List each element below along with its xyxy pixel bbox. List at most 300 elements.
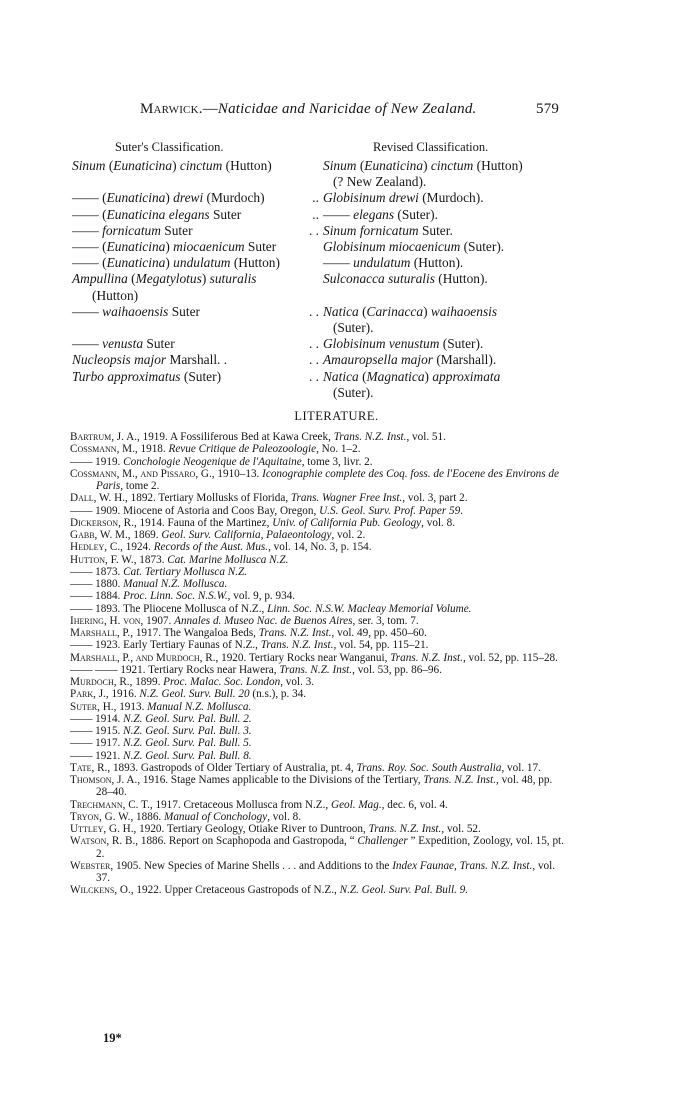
- reference-details: , vol. 53, pp. 86–96.: [352, 663, 442, 676]
- reference-source: N.Z. Geol. Surv. Pal. Bull. 3.: [123, 725, 252, 737]
- reference-details: .: [460, 504, 463, 517]
- dash-lead: —— (: [72, 239, 107, 255]
- species: suturalis: [209, 271, 257, 287]
- reference-author: Tryon, G. W.: [70, 810, 131, 823]
- reference-source: Univ. of California Pub. Geology: [272, 516, 422, 529]
- authority: Suter: [160, 222, 193, 238]
- authority: Marshall. .: [166, 352, 228, 368]
- reference-entry: [70, 713, 570, 725]
- dash-lead: ——: [72, 336, 103, 352]
- reference-text: , 1886.: [130, 810, 165, 823]
- species: miocaenicum: [173, 239, 245, 255]
- reference-list: [70, 431, 570, 897]
- species: undulatum: [173, 255, 231, 271]
- signature-mark: 19*: [103, 1031, 122, 1045]
- reference-source: Trans. N.Z. Inst.: [258, 627, 332, 639]
- classification-row: [72, 385, 572, 401]
- reference-details: , vol. 48, pp. 28–40.: [96, 774, 553, 799]
- dash-lead: ——: [323, 255, 354, 271]
- reference-text: , 1892. Tertiary Mollusks of Florida,: [125, 492, 291, 505]
- paren: ): [423, 158, 431, 173]
- reference-details: ” Expedition, Zoology, vol. 15, pt. 2.: [96, 835, 564, 860]
- reference-entry: [70, 688, 570, 700]
- reference-text: , 1907.: [140, 614, 175, 627]
- classification-row: [72, 174, 572, 190]
- authority: (Hutton).: [434, 271, 488, 287]
- subgenus: Eunaticina: [106, 190, 166, 206]
- revised-name-continued: (? New Zealand).: [332, 174, 427, 190]
- subgenus: Megatylotus: [135, 271, 202, 287]
- suter-name: [72, 271, 323, 287]
- subgenus: Eunaticina: [106, 255, 166, 271]
- reference-details: , vol. 52, pp. 115–28.: [462, 651, 558, 664]
- authority: (Hutton): [473, 158, 523, 173]
- suter-name: [72, 223, 323, 239]
- reference-entry: [70, 529, 570, 541]
- suter-name: [72, 158, 323, 174]
- genus: Sinum: [72, 158, 106, 173]
- revised-name: [313, 320, 572, 336]
- reference-details: , vol. 3.: [280, 676, 315, 688]
- reference-entry: [70, 431, 570, 443]
- reference-entry: [70, 517, 570, 529]
- genus: Globisinum: [323, 190, 386, 206]
- reference-entry: [70, 578, 570, 590]
- authority: (Suter).: [460, 239, 505, 255]
- reference-author: Cossmann, M.: [70, 443, 135, 456]
- classification-row: [72, 255, 572, 271]
- reference-entry: [70, 639, 570, 651]
- suter-name: [72, 190, 323, 206]
- reference-details: , vol. 14, No. 3, p. 154.: [268, 541, 372, 554]
- authority: Suter: [168, 303, 200, 319]
- reference-entry: [70, 835, 570, 860]
- reference-entry: [70, 737, 570, 749]
- reference-source: Annales d. Museo Nac. de Buenos Aires: [174, 614, 353, 627]
- reference-text: 1884.: [95, 590, 124, 603]
- reference-details: , vol. 8.: [267, 810, 302, 823]
- dash-lead: ——: [72, 222, 103, 238]
- reference-text: , 1920. Tertiary Geology, Otiake River to Duntroon,: [133, 823, 369, 835]
- revised-name: [323, 336, 572, 352]
- reference-author: Webster: [70, 859, 111, 872]
- dash-lead: ——: [72, 303, 103, 319]
- reference-source: Records of the Aust. Mus.: [153, 541, 269, 554]
- reference-details: , dec. 6, vol. 4.: [381, 798, 448, 811]
- reference-entry: [70, 664, 570, 676]
- classification-row: [72, 271, 572, 287]
- subgenus: fornicatum: [102, 222, 161, 238]
- reference-source: Cat. Tertiary Mollusca N.Z.: [123, 565, 248, 578]
- classification-row: [72, 190, 572, 206]
- suter-name: [72, 385, 313, 401]
- suter-name: [72, 352, 323, 368]
- reference-details: (n.s.), p. 34.: [249, 688, 307, 701]
- reference-text: , 1886. Report on Scaphopoda and Gastropoda, “: [135, 835, 358, 848]
- reference-author: ——: [70, 712, 96, 725]
- subgenus: Eunaticina: [106, 239, 166, 255]
- authority: (Murdoch).: [418, 190, 484, 206]
- authority: (Hutton): [230, 255, 280, 271]
- suter-name: [72, 174, 313, 190]
- reference-entry: [70, 701, 570, 713]
- species: drewi: [173, 190, 204, 206]
- reference-source: Geol. Surv. California, Palaeontology: [161, 529, 332, 541]
- reference-author: —— ——: [70, 663, 121, 676]
- reference-text: , 1899.: [129, 676, 164, 688]
- reference-author: ——: [70, 578, 96, 590]
- reference-text: , 1922. Upper Cretaceous Gastropods of N.Z.,: [130, 884, 340, 897]
- reference-entry: [70, 554, 570, 566]
- authority: (Marshall).: [432, 352, 497, 368]
- paren: ): [165, 190, 174, 206]
- leader-dots: . .: [308, 303, 319, 319]
- reference-details: , tome 3, livr. 2.: [301, 455, 373, 468]
- reference-author: Thomson, J. A.: [70, 774, 138, 786]
- revised-name: [323, 239, 572, 255]
- suter-name: [72, 369, 323, 385]
- reference-source: Trans. N.Z. Inst.: [423, 774, 497, 786]
- reference-text: , 1917. Cretaceous Mollusca from N.Z.,: [149, 798, 332, 811]
- leader-dots: . .: [308, 352, 319, 368]
- species: cinctum: [179, 158, 223, 173]
- classification-row: [72, 223, 572, 239]
- genus: Ampullina: [72, 271, 128, 287]
- reference-text: 1919.: [95, 455, 124, 468]
- revised-name: [323, 369, 572, 385]
- authority: Suter: [244, 239, 277, 255]
- reference-text: 1880.: [95, 578, 124, 590]
- reference-source: Trans. N.Z. Inst.: [390, 651, 463, 664]
- revised-name: [323, 190, 572, 206]
- reference-text: 1921. Tertiary Rocks near Hawera,: [120, 663, 280, 676]
- reference-source: Conchologie Neogenique de l'Aquitaine: [123, 455, 302, 468]
- classification-row: [72, 207, 572, 223]
- header-title: Naticidae and Naricidae of New Zealand.: [217, 101, 477, 117]
- authority: Suter.: [418, 222, 453, 238]
- reference-text: , 1916. Stage Names applicable to the Divisions of the Tertiary,: [137, 774, 424, 786]
- species: drewi: [385, 190, 419, 206]
- classification-row: [72, 288, 572, 304]
- genus: Natica: [323, 368, 359, 384]
- suter-name-continued: (Hutton): [92, 287, 139, 303]
- revised-name: [323, 158, 572, 174]
- reference-text: , 1910–13.: [211, 467, 263, 480]
- reference-author: Suter, H.: [70, 700, 114, 713]
- reference-source: Revue Critique de Paleozoologie: [168, 443, 317, 456]
- classification-row: [72, 352, 572, 368]
- revised-name: [323, 255, 572, 271]
- reference-details: , vol. 8.: [421, 516, 456, 529]
- reference-author: Tate, R.: [70, 761, 108, 774]
- classification-row: [72, 320, 572, 336]
- reference-author: ——: [70, 455, 96, 468]
- reference-author: Gabb, W. M.: [70, 529, 128, 541]
- reference-details: , tome 2.: [120, 480, 160, 492]
- genus: Globisinum venustum: [323, 336, 440, 352]
- genus: Sulconacca suturalis: [323, 271, 435, 287]
- subgenus: Eunaticina elegans: [106, 206, 210, 222]
- reference-source: Trans. N.Z. Inst.: [279, 663, 353, 676]
- subgenus: Magnatica: [366, 368, 425, 384]
- header-dash: —: [202, 101, 218, 117]
- reference-entry: [70, 615, 570, 627]
- dash-lead: —— (: [72, 255, 107, 271]
- reference-source: Index Faunae, Trans. N.Z. Inst.: [392, 859, 533, 872]
- reference-details: , vol. 9, p. 934.: [227, 590, 296, 603]
- reference-entry: [70, 590, 570, 602]
- reference-source: Proc. Linn. Soc. N.S.W.: [123, 590, 228, 603]
- reference-text: , 1924.: [120, 541, 154, 554]
- classification-row: [72, 369, 572, 385]
- reference-text: , 1869.: [127, 529, 162, 541]
- reference-source: Cat. Marine Mollusca N.Z.: [167, 553, 289, 566]
- reference-text: , 1916.: [105, 688, 140, 701]
- reference-entry: [70, 774, 570, 799]
- species: undulatum: [353, 255, 411, 271]
- reference-author: ——: [70, 749, 96, 762]
- right-column-heading: Revised Classification.: [373, 140, 489, 154]
- subgenus: Eunaticina: [364, 158, 424, 173]
- authority: (Suter): [180, 368, 222, 384]
- reference-text: 1914.: [95, 712, 124, 725]
- subgenus: venusta: [102, 336, 144, 352]
- literature-heading: LITERATURE.: [294, 409, 379, 423]
- reference-entry: [70, 823, 570, 835]
- species: waihaoensis: [430, 303, 498, 319]
- reference-details: , vol. 3, part 2.: [402, 492, 468, 505]
- reference-entry: [70, 652, 570, 664]
- reference-entry: [70, 884, 570, 896]
- reference-details: , vol. 52.: [441, 823, 481, 835]
- authority: Suter: [209, 206, 242, 222]
- classification-row: [72, 158, 572, 174]
- reference-details: , vol. 17.: [501, 761, 541, 774]
- authority: (Hutton): [222, 158, 272, 173]
- reference-details: , No. 1–2.: [316, 443, 361, 456]
- paren: ): [423, 303, 431, 319]
- classification-row: [72, 304, 572, 320]
- dash-lead: —— (: [72, 190, 107, 206]
- revised-name: [313, 385, 572, 401]
- reference-entry: [70, 603, 570, 615]
- reference-author: ——: [70, 504, 96, 517]
- revised-name: [323, 207, 572, 223]
- reference-text: , 1917. The Wangaloa Beds,: [130, 627, 259, 639]
- reference-source: Trans. N.Z. Inst.: [333, 431, 407, 443]
- header-author: Marwick.: [140, 101, 203, 117]
- genus: Natica: [323, 303, 359, 319]
- reference-text: 1893. The Pliocene Mollusca of N.Z.,: [95, 602, 268, 615]
- reference-author: ——: [70, 725, 96, 737]
- species: elegans: [353, 206, 395, 222]
- revised-name-continued: (Suter).: [332, 320, 374, 336]
- revised-name: [333, 288, 572, 304]
- reference-author: Dall, W. H.: [70, 492, 126, 505]
- reference-author: Cossmann, M., and Pissaro, G.: [70, 467, 212, 480]
- authority: (Suter).: [394, 206, 438, 222]
- reference-source: N.Z. Geol. Surv. Bull. 20: [139, 688, 250, 701]
- reference-source: Trans. N.Z. Inst.: [260, 639, 334, 652]
- reference-entry: [70, 799, 570, 811]
- reference-author: Trechmann, C. T.: [70, 798, 150, 811]
- reference-source: Manual of Conchology: [164, 810, 268, 823]
- reference-author: Watson, R. B.: [70, 835, 136, 848]
- subgenus: waihaoensis: [102, 303, 169, 319]
- reference-source: Geol. Mag.: [331, 798, 382, 811]
- reference-source: N.Z. Geol. Surv. Pal. Bull. 8.: [123, 749, 252, 762]
- reference-author: ——: [70, 590, 96, 603]
- reference-entry: [70, 811, 570, 823]
- reference-source: Iconographie complete des Coq. foss. de l'Eocene des Environs de Paris: [96, 467, 559, 492]
- authority: (Murdoch): [203, 190, 265, 206]
- paren: (: [358, 303, 367, 319]
- classification-row: [72, 239, 572, 255]
- reference-source: N.Z. Geol. Surv. Pal. Bull. 2.: [123, 712, 252, 725]
- paren: ): [424, 368, 433, 384]
- suter-name: [72, 336, 323, 352]
- species: approximata: [432, 368, 501, 384]
- reference-author: Hutton, F. W.: [70, 553, 134, 566]
- reference-author: ——: [70, 565, 96, 578]
- left-column-heading: Suter's Classification.: [115, 140, 224, 154]
- reference-author: Ihering, H. von: [70, 614, 141, 627]
- reference-entry: [70, 468, 570, 493]
- paren: ): [201, 271, 210, 287]
- revised-name: [323, 352, 572, 368]
- leader-dots: ..: [312, 206, 319, 222]
- paren: ): [165, 255, 174, 271]
- paren: ): [165, 239, 174, 255]
- reference-entry: [70, 505, 570, 517]
- genus: Sinum: [323, 158, 357, 173]
- genus: Sinum fornicatum: [323, 222, 419, 238]
- reference-author: Marshall, P., and Murdoch, R.: [70, 651, 216, 664]
- reference-text: , 1914. Fauna of the Martinez,: [133, 516, 273, 529]
- reference-source: Linn. Soc. N.S.W. Macleay Memorial Volume.: [267, 602, 472, 615]
- reference-text: 1921.: [95, 749, 124, 762]
- reference-entry: [70, 541, 570, 553]
- revised-name: [323, 304, 572, 320]
- reference-text: , 1918.: [134, 443, 169, 456]
- reference-entry: [70, 566, 570, 578]
- reference-text: , 1893. Gastropods of Older Tertiary of Australia, pt. 4,: [107, 761, 357, 774]
- reference-author: Dickerson, R.: [70, 516, 134, 529]
- leader-dots: ..: [312, 190, 319, 206]
- reference-entry: [70, 860, 570, 885]
- reference-source: Trans. Wagner Free Inst.: [290, 492, 403, 505]
- reference-source: Proc. Malac. Soc. London: [163, 676, 281, 688]
- reference-author: Marshall, P.: [70, 627, 131, 639]
- genus: Turbo approximatus: [72, 368, 181, 384]
- reference-details: , vol. 54, pp. 115–21.: [333, 639, 429, 652]
- suter-name: [72, 320, 313, 336]
- authority: (Suter).: [439, 336, 484, 352]
- reference-source: Challenger: [357, 835, 408, 848]
- reference-source: Manual N.Z. Mollusca.: [147, 700, 252, 713]
- suter-name: [72, 288, 333, 304]
- suter-name: [72, 304, 323, 320]
- paren: (: [127, 271, 136, 287]
- classification-row: [72, 336, 572, 352]
- reference-entry: [70, 725, 570, 737]
- dash-lead: ——: [323, 206, 354, 222]
- reference-entry: [70, 492, 570, 504]
- reference-details: , vol. 51.: [406, 431, 446, 443]
- reference-author: Hedley, C.: [70, 541, 121, 554]
- suter-name: [72, 239, 323, 255]
- reference-details: , ser. 3, tom. 7.: [352, 614, 419, 627]
- paren: ): [172, 158, 180, 173]
- reference-entry: [70, 443, 570, 455]
- page-number: 579: [536, 101, 560, 117]
- reference-text: 1909. Miocene of Astoria and Coos Bay, Oregon,: [95, 504, 320, 517]
- reference-text: 1873.: [95, 565, 124, 578]
- genus: Nucleopsis major: [72, 352, 167, 368]
- reference-entry: [70, 456, 570, 468]
- reference-entry: [70, 676, 570, 688]
- reference-source: U.S. Geol. Surv. Prof. Paper 59: [319, 504, 461, 517]
- authority: (Hutton).: [410, 255, 464, 271]
- reference-entry: [70, 750, 570, 762]
- suter-name: [72, 255, 323, 271]
- reference-source: N.Z. Geol. Surv. Pal. Bull. 9.: [339, 884, 469, 897]
- reference-text: , 1919. A Fossiliferous Bed at Kawa Creek,: [137, 431, 334, 443]
- reference-author: Uttley, G. H.: [70, 823, 134, 835]
- authority: Suter: [143, 336, 175, 352]
- reference-author: ——: [70, 602, 96, 615]
- reference-author: ——: [70, 639, 96, 652]
- reference-text: 1917.: [95, 737, 124, 750]
- reference-text: , 1905. New Species of Marine Shells . . . and Additions to the: [110, 859, 393, 872]
- revised-name: [323, 271, 572, 287]
- reference-author: Bartrum, J. A.: [70, 431, 138, 443]
- reference-details: , vol. 2.: [331, 529, 366, 541]
- reference-text: 1915.: [95, 725, 124, 737]
- species: cinctum: [430, 158, 474, 173]
- reference-source: Trans. Roy. Soc. South Australia: [356, 761, 502, 774]
- subgenus: Carinacca: [366, 303, 424, 319]
- revised-name: [323, 223, 572, 239]
- leader-dots: . .: [308, 336, 319, 352]
- reference-text: , 1873.: [133, 553, 168, 566]
- classification-table: [72, 158, 572, 401]
- genus: Globisinum miocaenicum: [323, 239, 461, 255]
- leader-dots: . .: [308, 222, 319, 238]
- reference-source: Manual N.Z. Mollusca.: [123, 578, 228, 590]
- reference-details: , vol. 49, pp. 450–60.: [331, 627, 427, 639]
- reference-details: , vol. 37.: [96, 859, 556, 884]
- genus: Amauropsella major: [323, 352, 433, 368]
- reference-entry: [70, 762, 570, 774]
- reference-text: , 1920. Tertiary Rocks near Wanganui,: [215, 651, 391, 664]
- paren: (: [105, 158, 114, 173]
- running-title: [140, 101, 477, 118]
- reference-author: Murdoch, R.: [70, 676, 130, 688]
- subgenus: Eunaticina: [113, 158, 173, 173]
- reference-author: Park, J.: [70, 688, 106, 701]
- reference-source: Trans. N.Z. Inst.: [368, 823, 442, 835]
- reference-author: Wilckens, O.: [70, 884, 131, 897]
- reference-source: N.Z. Geol. Surv. Pal. Bull. 5.: [123, 737, 252, 750]
- paren: (: [358, 368, 367, 384]
- paren: (: [356, 158, 365, 173]
- reference-text: , 1913.: [113, 700, 148, 713]
- suter-name: [72, 207, 323, 223]
- reference-author: ——: [70, 737, 96, 750]
- reference-text: 1923. Early Tertiary Faunas of N.Z.,: [95, 639, 261, 652]
- revised-name-continued: (Suter).: [332, 384, 374, 400]
